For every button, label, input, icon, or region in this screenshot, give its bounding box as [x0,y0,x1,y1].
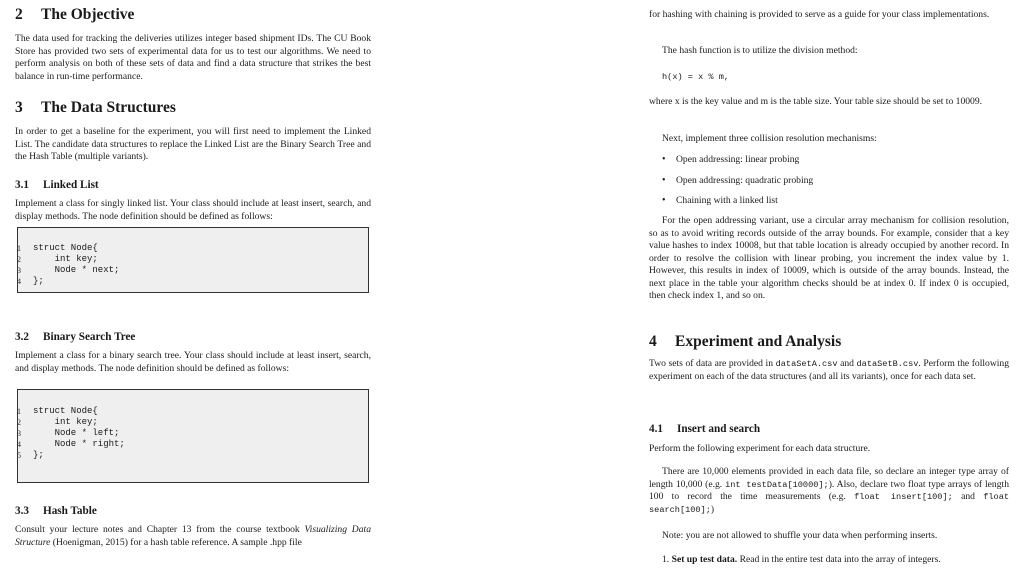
linked-list-paragraph: Implement a class for singly linked list. Your class should include at least insert, search, and display methods. The node definition should be defined as follows: [15,198,371,222]
subsection-heading-bst: 3.2 Binary Search Tree [15,331,136,343]
hash-function-paragraph: The hash function is to utilize the division method: [662,45,858,56]
bullet-icon: • [662,175,666,186]
code-line: 2 int key; [17,417,98,427]
code-line: 4 Node * right; [17,439,125,449]
section-heading-data-structures: 3 The Data Structures [15,99,176,116]
code-block-linked-list [17,227,369,293]
code-line: 1 struct Node{ [17,406,98,416]
code-line: 4 }; [17,276,44,286]
subsection-heading-insert-search: 4.1 Insert and search [649,423,761,435]
bullet-item: • Open addressing: linear probing [662,154,800,165]
open-addressing-paragraph: For the open addressing variant, use a circular array mechanism for collision resolution, so as to avoid writing records outside of the array bounds. For example, consider that a key value hashes to index 10008, but that table location is already occupied by another record. In order to resolve the collision with linear probing, you increment the index value by 1. However, this results in index of 10009, which is outside of the array bounds. Instead, the next place in the table your algorithm checks should be at index 0. If index 0 is occupied, then check index 1, and so on. [649,215,1009,301]
section-heading-objective: 2 The Objective [15,6,135,23]
shuffle-note: Note: you are not allowed to shuffle your data when performing inserts. [662,530,938,541]
insert-search-paragraph: Perform the following experiment for each data structure. [649,443,871,454]
data-structures-paragraph: In order to get a baseline for the experiment, you will first need to implement the Linked List. The candidate data structures to replace the Linked List are the Binary Search Tree and the Hash Table (multiple variants). [15,126,371,162]
test-data-paragraph: There are 10,000 elements provided in each data file, so declare an integer type array of length 10,000 (e.g. int testData[10000];). Also, declare two float type arrays of length 100 to record the time measurements (e.g. float insert[100]; and float search[100];) [649,466,1010,515]
continuation-paragraph: for hashing with chaining is provided to serve as a guide for your class implementations. [649,9,990,20]
code-block-bst [17,389,369,483]
bullet-icon: • [662,195,666,206]
code-line: 3 Node * left; [17,428,120,438]
section-heading-experiment: 4 Experiment and Analysis [649,333,842,350]
bullet-item: • Chaining with a linked list [662,195,778,206]
bst-paragraph: Implement a class for a binary search tree. Your class should include at least insert, search, and display methods. The node definition should be defined as follows: [15,350,371,374]
subsection-heading-hash-table: 3.3 Hash Table [15,505,97,517]
table-size-paragraph: where x is the key value and m is the table size. Your table size should be set to 10009. [649,96,983,107]
hash-table-paragraph: Consult your lecture notes and Chapter 13 from the course textbook Visualizing Data Structure (Hoenigman, 2015) for a hash table reference. A sample .hpp file [15,524,371,548]
step-1: 1. Set up test data. Read in the entire test data into the array of integers. [662,554,941,565]
hash-formula: h(x) = x % m, [662,72,730,82]
bullet-icon: • [662,154,666,165]
code-line: 2 int key; [17,254,98,264]
experiment-paragraph: Two sets of data are provided in dataSetA.csv and dataSetB.csv. Perform the following experiment on each of the data structures (and all its variants), once for each data set. [649,358,1010,382]
subsection-heading-linked-list: 3.1 Linked List [15,179,99,191]
code-line: 1 struct Node{ [17,243,98,253]
objective-paragraph: The data used for tracking the deliveries utilizes integer based shipment IDs. The CU Book Store has provided two sets of experimental data for us to test our algorithms. We need to perform analysis on both of these sets of data and find a data structure that strikes the best balance in run-time performance. [15,33,371,82]
bullet-item: • Open addressing: quadratic probing [662,175,814,186]
code-line: 5 }; [17,450,44,460]
collision-intro: Next, implement three collision resolution mechanisms: [662,133,877,144]
code-line: 3 Node * next; [17,265,120,275]
